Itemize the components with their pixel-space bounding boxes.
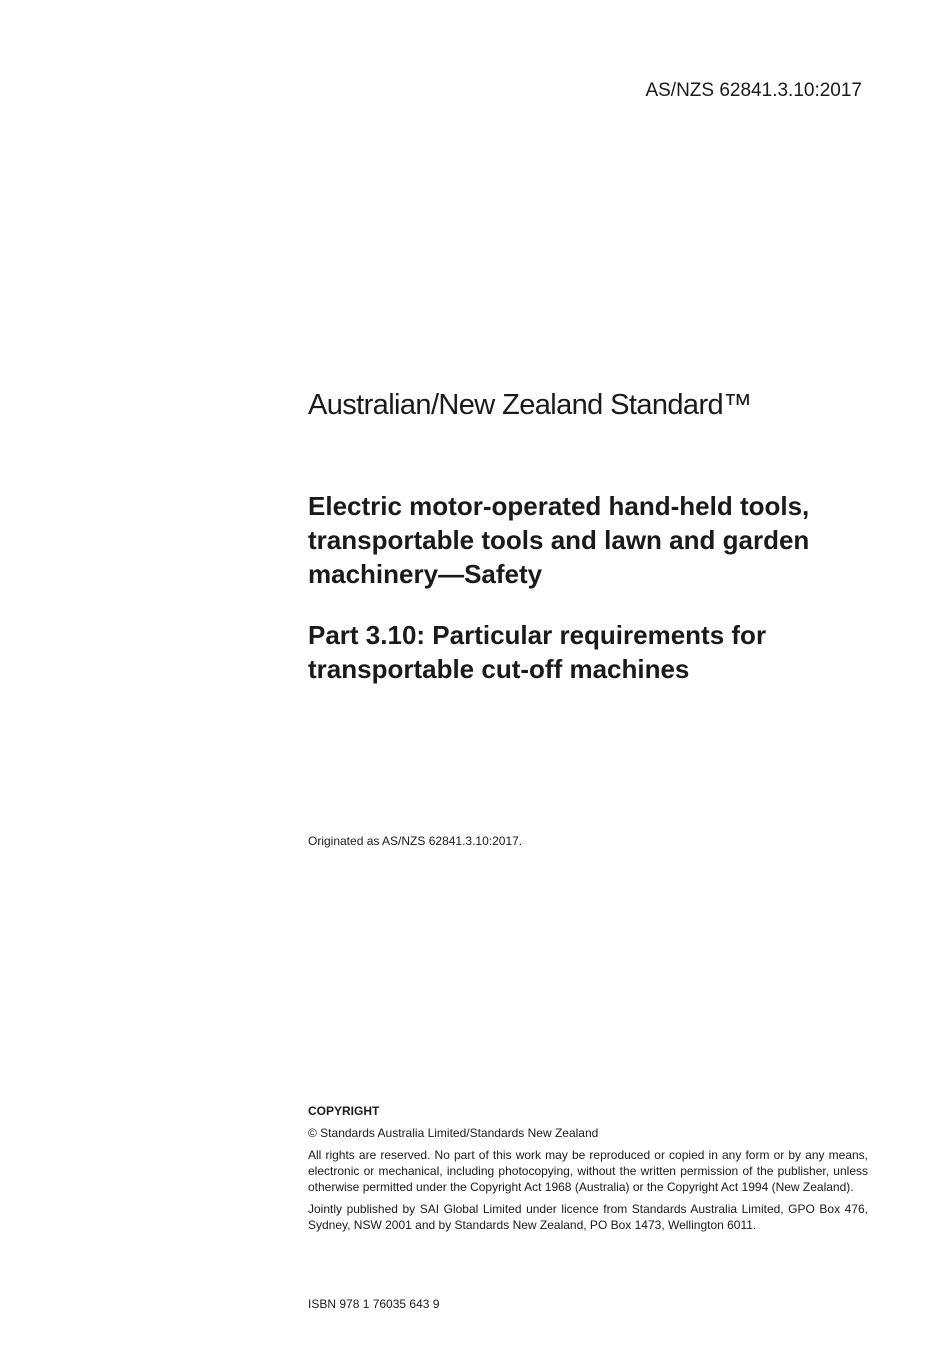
copyright-block xyxy=(308,1103,868,1239)
document-title: Electric motor-operated hand-held tools, transportable tools and lawn and garden machinery—Safety xyxy=(308,491,810,589)
standard-series-label: Australian/New Zealand Standard™ xyxy=(308,389,752,421)
copyright-rights-statement: All rights are reserved. No part of this work may be reproduced or copied in any form or by any means, electronic or mechanical, including photocopying, without the written permission of the publisher, unless otherwise permitted under the Copyright Act 1968 (Australia) or the Copyright Act 1994 (New Zealand). xyxy=(308,1148,868,1194)
copyright-heading: COPYRIGHT xyxy=(308,1104,380,1118)
document-code: AS/NZS 62841.3.10:2017 xyxy=(645,80,862,101)
isbn-number: ISBN 978 1 76035 643 9 xyxy=(308,1297,440,1311)
copyright-owner: © Standards Australia Limited/Standards New Zealand xyxy=(308,1126,599,1140)
origination-note: Originated as AS/NZS 62841.3.10:2017. xyxy=(308,834,523,848)
copyright-publisher-statement: Jointly published by SAI Global Limited under licence from Standards Australia Limited, GPO Box 476, Sydney, NSW 2001 and by Standards New Zealand, PO Box 1473, Wellington 6011. xyxy=(308,1202,868,1232)
document-part-title: Part 3.10: Particular requirements for transportable cut-off machines xyxy=(308,620,767,684)
